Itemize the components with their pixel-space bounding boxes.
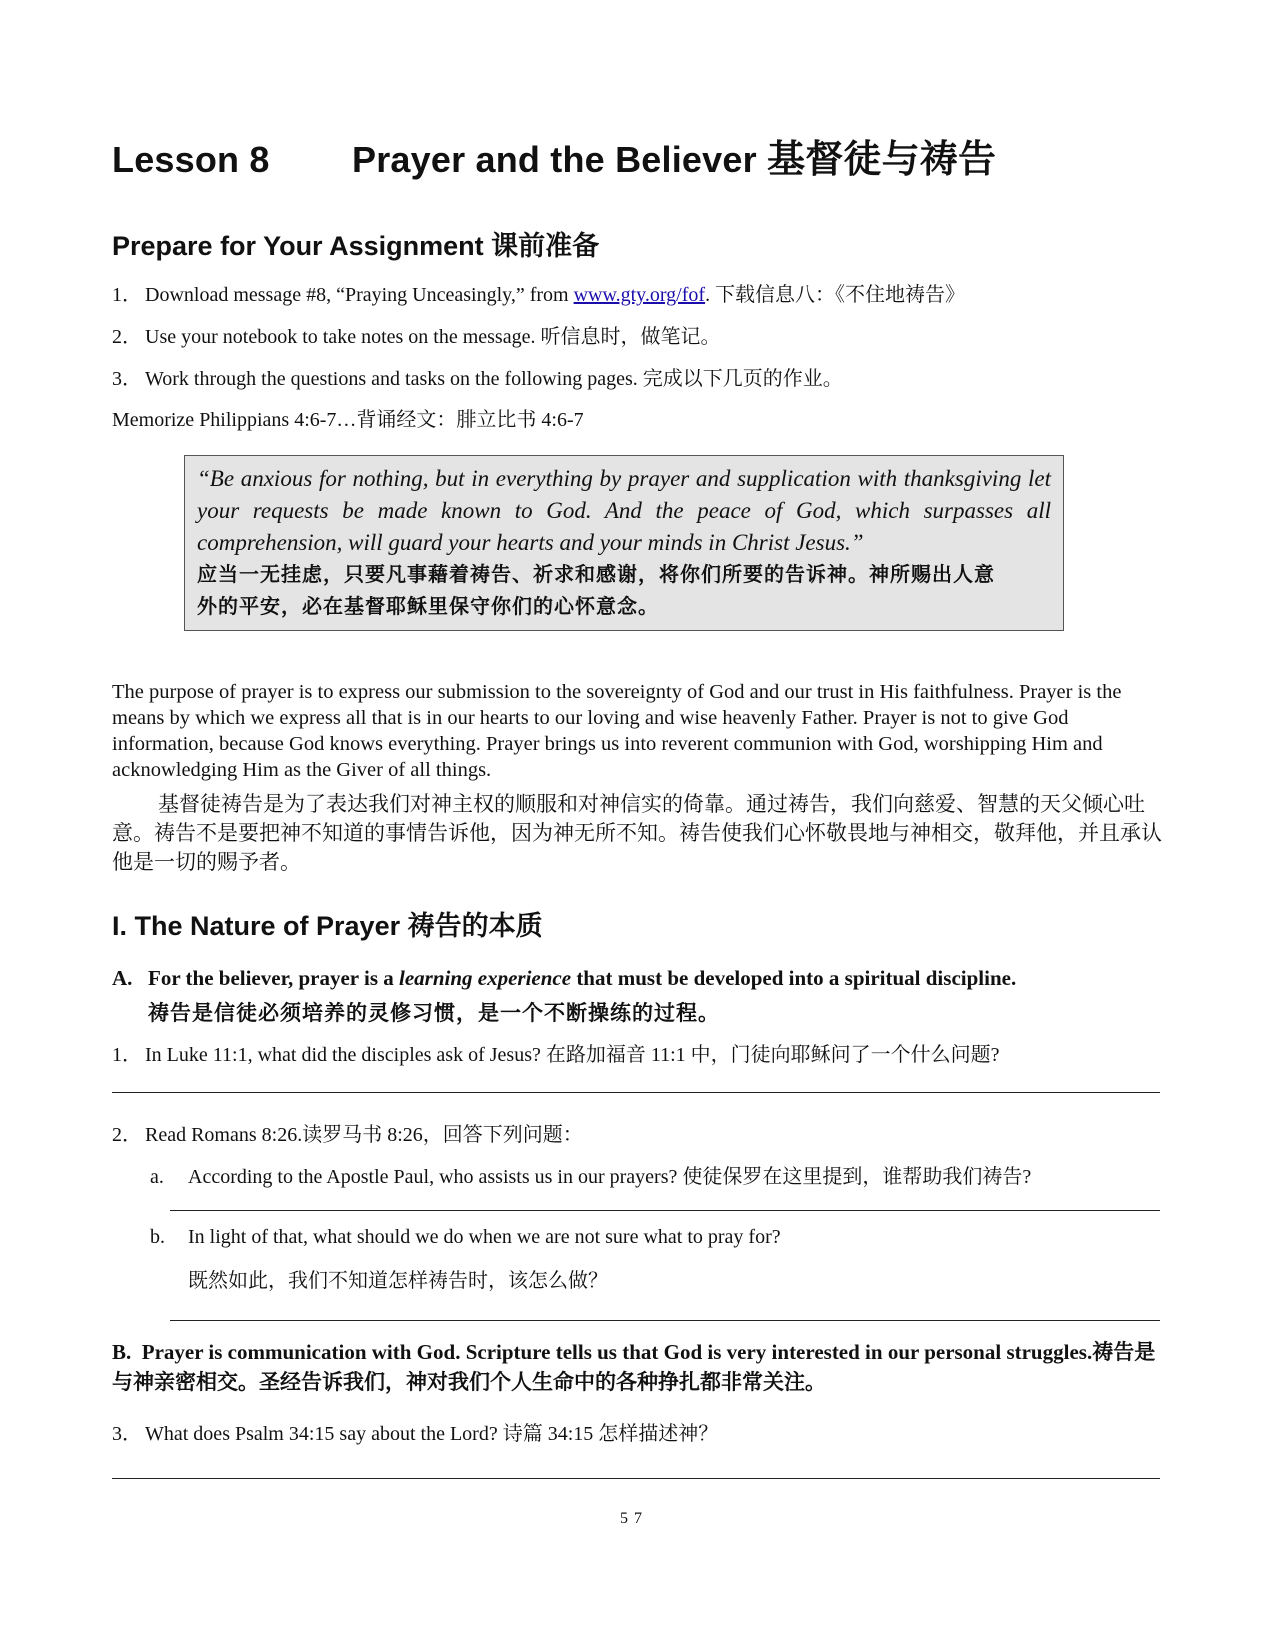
- lesson-title: [112, 128, 996, 183]
- point-b-text: Prayer is communication with God. Scripture tells us that God is very interested in our personal struggles.: [141, 1340, 1093, 1364]
- prepare-item-1: [112, 278, 965, 307]
- question-text: What does Psalm 34:15 say about the Lord? 诗篇 34:15 怎样描述神？: [145, 1423, 719, 1445]
- page-number: 57: [620, 1510, 648, 1527]
- answer-line-1[interactable]: [112, 1092, 1160, 1093]
- point-a-pre: For the believer, prayer is a: [148, 966, 399, 990]
- item-text: Use your notebook to take notes on the message. 听信息时，做笔记。: [145, 326, 721, 348]
- question-2: [112, 1118, 583, 1147]
- lesson-title-zh: 基督徒与祷告: [767, 136, 997, 181]
- answer-line-3[interactable]: [112, 1478, 1160, 1479]
- intro-paragraph-en: The purpose of prayer is to express our submission to the sovereignty of God and our trust in His faithfulness. Prayer is the means by which we express all that is in our hearts to our loving and wise heavenly Father. Prayer is not to give God information, because God knows everything. Prayer brings us into reverent communion with God, worshipping Him and acknowledging Him as the Giver of all things.: [112, 681, 1122, 781]
- item-text: Work through the questions and tasks on the following pages. 完成以下几页的作业。: [145, 368, 843, 390]
- point-b-letter: B.: [112, 1340, 132, 1364]
- sub-letter: b.: [150, 1226, 165, 1248]
- sub-question-text: In light of that, what should we do when we are not sure what to pray for?: [188, 1226, 781, 1248]
- question-number: 1．: [112, 1044, 142, 1066]
- item-number: 3．: [112, 368, 142, 390]
- answer-line-2a[interactable]: [170, 1210, 1160, 1211]
- question-text: In Luke 11:1, what did the disciples ask of Jesus? 在路加福音 11:1 中，门徒向耶稣问了一个什么问题?: [145, 1044, 1000, 1066]
- section-heading: [112, 904, 543, 943]
- question-number: 3．: [112, 1423, 142, 1445]
- answer-line-2b[interactable]: [170, 1320, 1160, 1321]
- point-b: [112, 1337, 1172, 1397]
- prepare-heading-zh: 课前准备: [491, 231, 600, 262]
- point-a-zh: 祷告是信徒必须培养的灵修习惯，是一个不断操练的过程。: [148, 1001, 720, 1025]
- prepare-item-3: [112, 362, 843, 391]
- memorize-line: Memorize Philippians 4:6-7…背诵经文：腓立比书 4:6-7: [112, 409, 584, 431]
- prepare-heading: [112, 224, 599, 263]
- section-heading-zh: 祷告的本质: [407, 911, 543, 942]
- item-number: 1．: [112, 284, 142, 306]
- lesson-number: Lesson 8: [112, 139, 270, 180]
- memory-verse-box: [184, 455, 1064, 631]
- point-a: [112, 966, 1016, 991]
- prepare-item-2: [112, 320, 720, 349]
- point-a-letter: A.: [112, 966, 133, 990]
- gty-link[interactable]: www.gty.org/fof: [573, 284, 706, 306]
- question-text: Read Romans 8:26.读罗马书 8:26，回答下列问题：: [145, 1124, 583, 1146]
- sub-letter: a.: [150, 1166, 164, 1188]
- memory-verse-en: “Be anxious for nothing, but in everything by prayer and supplication with thanksgiving let your requests be made known to God. And the peace of God, which surpasses all comprehension, will guard your hearts and your minds in Christ Jesus.”: [197, 466, 1051, 555]
- memory-verse-zh-line1: 应当一无挂虑，只要凡事藉着祷告、祈求和感谢，将你们所要的告诉神。神所赐出人意: [197, 564, 995, 586]
- lesson-title-en: Prayer and the Believer: [352, 139, 757, 180]
- question-3: [112, 1417, 718, 1446]
- question-2b-zh: 既然如此，我们不知道怎样祷告时，该怎么做？: [188, 1270, 608, 1292]
- section-heading-en: I. The Nature of Prayer: [112, 911, 401, 941]
- point-a-emphasis: learning experience: [399, 966, 572, 990]
- question-2b: [150, 1226, 781, 1249]
- sub-question-text: According to the Apostle Paul, who assists us in our prayers? 使徒保罗在这里提到，谁帮助我们祷告?: [188, 1166, 1032, 1188]
- memory-verse-zh-line2: 外的平安，必在基督耶稣里保守你们的心怀意念。: [197, 596, 659, 618]
- point-a-post: that must be developed into a spiritual discipline.: [571, 966, 1017, 990]
- question-1: [112, 1038, 1000, 1067]
- item-text-after: . 下载信息八：《不住地祷告》: [705, 284, 966, 306]
- intro-paragraph-zh: 基督徒祷告是为了表达我们对神主权的顺服和对神信实的倚靠。通过祷告，我们向慈爱、智慧的天父倾心吐意。祷告不是要把神不知道的事情告诉他，因为神无所不知。祷告使我们心怀敬畏地与神相交，敬拜他，并且承认他是一切的赐予者。: [112, 792, 1162, 874]
- item-text-before: Download message #8, “Praying Unceasingly,” from: [145, 284, 574, 306]
- item-number: 2．: [112, 326, 142, 348]
- point-b-zh: 祷告是与神亲密相交。圣经告诉我们，神对我们个人生命中的各种挣扎都非常关注。: [112, 1340, 1156, 1394]
- prepare-heading-en: Prepare for Your Assignment: [112, 231, 484, 261]
- question-number: 2．: [112, 1124, 142, 1146]
- question-2a: [150, 1160, 1031, 1189]
